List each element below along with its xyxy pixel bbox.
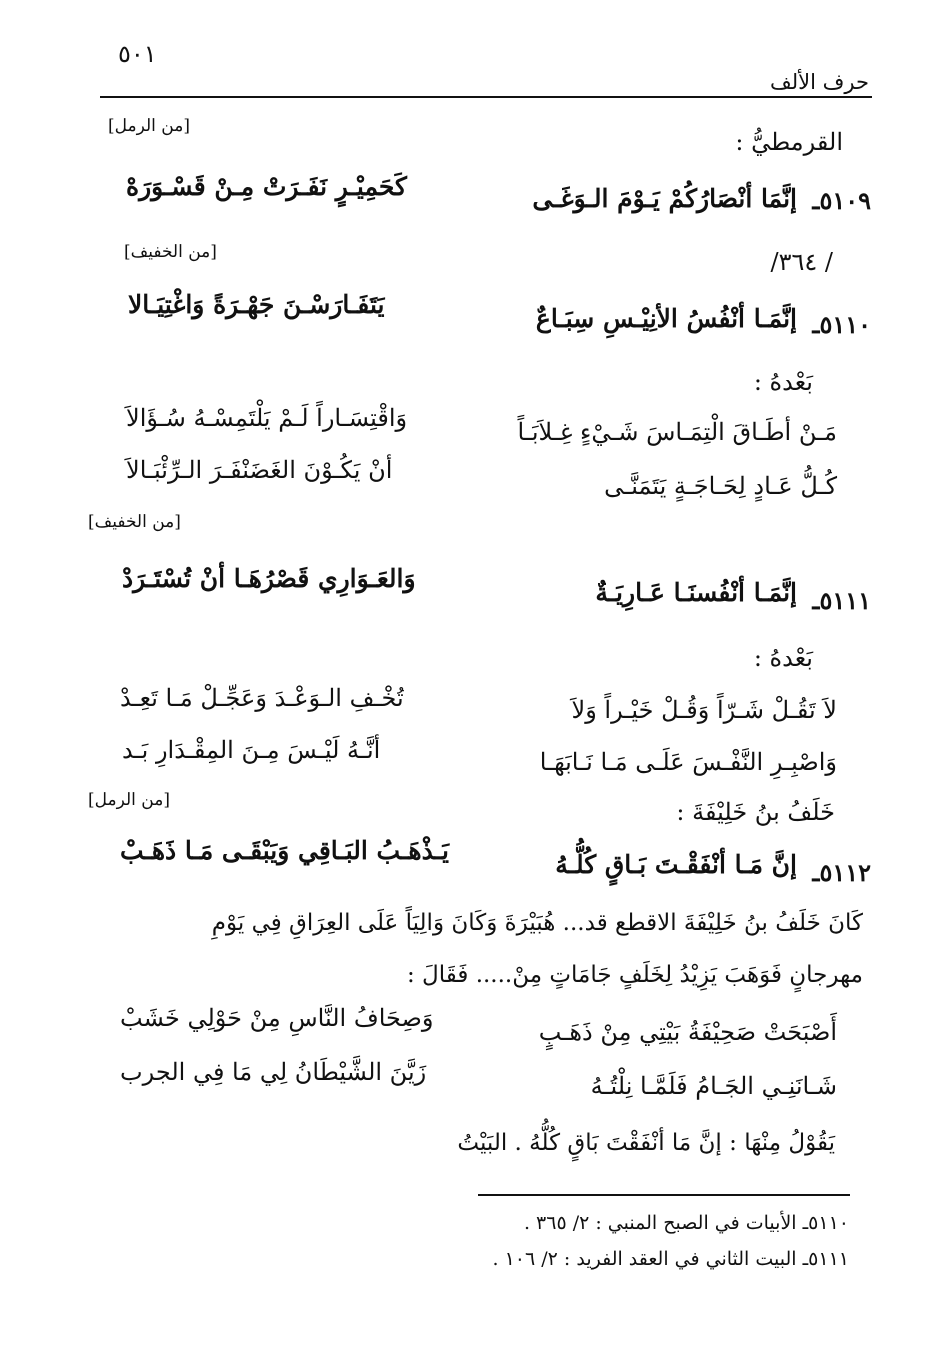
hemistich-right: إنَّمَا أنْصَارُكُمْ يَـوْمَ الـوَغَـى [532, 184, 797, 213]
poem-line-right: مَـنْ أطَـاقَ الْتِمَـاسَ شَـيْءٍ غِـلاَبَـاً [517, 418, 837, 446]
after-label: بَعْدهُ : [753, 644, 813, 672]
hemistich-left: وَالعَـوَارِي قَصْرُهَـا أنْ تُسْتَـرَدْ [122, 564, 416, 593]
meter-label: [من الرمل] [108, 116, 190, 136]
meter-label: [من الخفيف] [124, 242, 217, 262]
hemistich-right: إنَّمَـا أنْفُسُ الأنِيْـسِ سِبَـاعٌ [535, 304, 797, 333]
poem-line-left: وَصِحَافُ النَّاسِ مِنْ حَوْلِي خَشَبْ [120, 1004, 434, 1032]
hemistich-right: إنَّمَـا أنْفُسنَـا عَـارِيَـةٌ [595, 578, 797, 607]
poem-line-right: لاَ تَقُـلْ شَـرّاً وَقُـلْ خَيْـراً وَلاَ [571, 696, 837, 724]
footnote: ٥١١٠ـ الأبيات في الصبح المنبي : ٢/ ٣٦٥ . [523, 1212, 849, 1234]
prose-line: كَانَ خَلَفُ بنُ خَلِيْفَةَ الاقطع قد... هُبَيْرَةَ وَكَانَ وَالِيَاً عَلَى العِرَاقِ فِي يَوْمِ [211, 910, 863, 936]
volume-marker: / ٣٦٤/ [770, 248, 833, 276]
poem-line-left: أنْ يَكُـوْنَ الغَضَنْفَـرَ الـرِّئْبَـالاَ [126, 456, 393, 484]
verse-number: ٥١٠٩ـ [812, 186, 871, 215]
running-head: حرف الألف [770, 70, 869, 94]
hemistich-left: يَـذْهَـبُ البَـاقِي وَيَبْقَـى مَـا ذَهَـبْ [120, 836, 450, 865]
meter-label: [من الخفيف] [88, 512, 181, 532]
poem-line-left: زَيَّنَ الشَّيْطَانُ لِي مَا فِي الجرب [120, 1058, 427, 1086]
footnote-rule [478, 1194, 850, 1196]
poem-line-left: تُخْـفِ الـوَعْـدَ وَعَجِّـلْ مَـا تَعِـدْ [120, 684, 404, 712]
verse-number: ٥١١٢ـ [812, 858, 871, 887]
prose-line: مهرجانٍ فَوَهَبَ يَزِيْدُ لِخَلَفٍ جَامَاتٍ مِنْ..... فَقَالَ : [406, 962, 863, 988]
poem-line-left: وَاقْتِسَـاراً لَـمْ يَلْتَمِسْـهُ سُـؤَالاَ [126, 404, 408, 432]
verse-number: ٥١١٠ـ [812, 310, 871, 339]
poet-intro: خَلَفُ بنُ خَلِيْفَةَ : [676, 798, 835, 826]
poem-line-right: شَـانَنِـي الجَـامُ فَلَمَّـا نِلْتُـهُ [590, 1072, 837, 1100]
prose-line: يَقُوْلُ مِنْهَا : إنَّ مَا أنْفَقْتَ بَاقٍ كُلُّهُ . البَيْتُ [457, 1130, 835, 1156]
hemistich-left: كَحَمِيْـرٍ نَفَـرَتْ مِـنْ قَسْـوَرَهْ [126, 172, 407, 201]
header-rule [100, 96, 872, 98]
poem-line-right: أَصْبَحَتْ صَحِيْفَةُ بَيْتِي مِنْ ذَهَـبٍ [538, 1018, 837, 1046]
footnote: ٥١١١ـ البيت الثاني في العقد الفريد : ٢/ ١٠٦ . [492, 1248, 849, 1270]
poet-intro: القرمطيُّ : [735, 128, 843, 156]
meter-label: [من الرمل] [88, 790, 170, 810]
hemistich-left: يَتَفَـارَسْـنَ جَهْـرَةً وَاغْتِيَـالا [128, 290, 385, 319]
page-number: ٥٠١ [118, 40, 157, 68]
poem-line-right: وَاصْبِـرِ النَّفْـسَ عَلَـى مَـا نَـابَهَـا [539, 748, 837, 776]
after-label: بَعْدهُ : [753, 368, 813, 396]
hemistich-right: إنَّ مَـا أنْفَقْـتَ بَـاقٍ كُلُّـهُ [555, 850, 797, 879]
verse-number: ٥١١١ـ [812, 586, 871, 615]
poem-line-right: كُـلُّ عَـادٍ لِحَـاجَـةٍ يَتَمَنَّـى [604, 472, 837, 500]
poem-line-left: أنَّـهُ لَيْـسَ مِـنَ المِقْـدَارِ بَـد [122, 736, 381, 764]
